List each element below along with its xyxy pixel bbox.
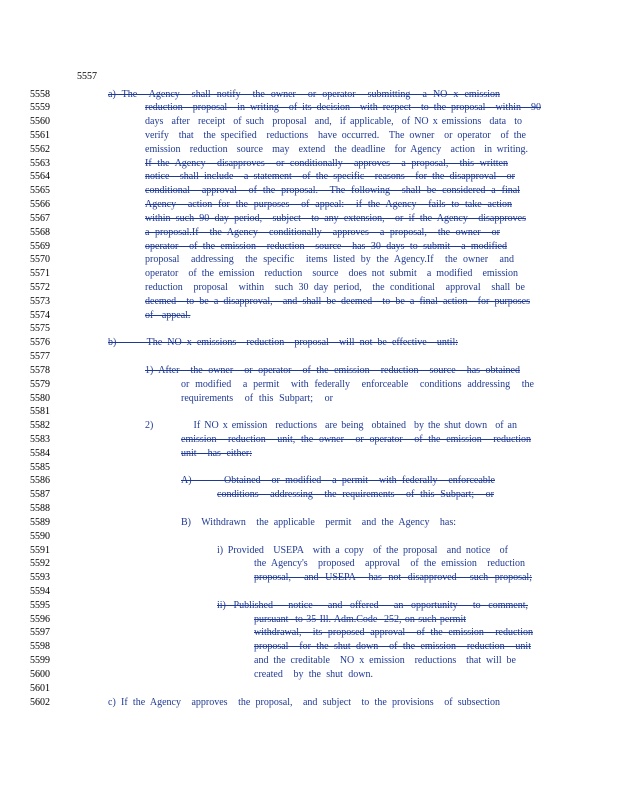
- line-number: 5599: [30, 655, 50, 667]
- line-number: 5558: [30, 88, 50, 100]
- line-number: 5591: [30, 544, 50, 556]
- line-number: 5592: [30, 558, 50, 570]
- text-line: notice shall include a statement of the specific reasons for the disapproval or: [145, 171, 515, 183]
- line-number: 5576: [30, 337, 50, 349]
- line-number: 5577: [30, 351, 50, 363]
- line-number: 5585: [30, 461, 50, 473]
- line-number: 5586: [30, 475, 50, 487]
- line-number: 5597: [30, 627, 50, 639]
- line-number: 5575: [30, 323, 50, 335]
- line-number: 5593: [30, 572, 50, 584]
- line-number: 5580: [30, 392, 50, 404]
- text-line: 1) After the owner or operator of the emission reduction source has obtained: [145, 364, 520, 376]
- line-number: 5601: [30, 682, 50, 694]
- line-number: 5568: [30, 226, 50, 238]
- line-number: 5571: [30, 268, 50, 280]
- text-line: operator of the emission reduction source does not submit a modified emission: [145, 268, 518, 280]
- line-number: 5598: [30, 641, 50, 653]
- text-line: proposal, and USEPA has not disapproved such proposal;: [254, 572, 532, 584]
- text-line: created by the shut down.: [254, 668, 373, 680]
- text-line: proposal for the shut down of the emission reduction unit: [254, 641, 531, 653]
- line-number: 5559: [30, 102, 50, 114]
- text-line: or modified a permit with federally enforceable conditions addressing the: [181, 378, 534, 390]
- line-number: 5581: [30, 406, 50, 418]
- text-line: verify that the specified reductions have occurred. The owner or operator of the: [145, 129, 526, 141]
- line-number: 5600: [30, 668, 50, 680]
- text-line: a) The Agency shall notify the owner or operator submitting a NO x emission: [108, 88, 500, 100]
- line-number: 5587: [30, 489, 50, 501]
- line-number: 5583: [30, 434, 50, 445]
- text-line: emission reduction unit, the owner or operator of the emission reduction: [181, 434, 531, 445]
- text-line: operator of the emission reduction source has 30 days to submit a modified: [145, 240, 507, 252]
- text-line: reduction proposal in writing of its decision with respect to the proposal within 90: [145, 102, 541, 114]
- text-line: unit has either:: [181, 447, 252, 459]
- line-number: 5574: [30, 309, 50, 321]
- line-number: 5570: [30, 254, 50, 266]
- text-line: the Agency's proposed approval of the emission reduction: [254, 558, 525, 570]
- text-line: c) If the Agency approves the proposal, and subject to the provisions of subsection: [108, 696, 500, 708]
- text-line: b) The NO x emissions reduction proposal will not be effective until:: [108, 337, 458, 349]
- text-line: a proposal.If the Agency conditionally approves a proposal, the owner or: [145, 226, 500, 238]
- text-line: and the creditable NO x emission reductions that will be: [254, 655, 516, 667]
- text-line: withdrawal, its proposed approval of the emission reduction: [254, 627, 533, 639]
- text-line: B) Withdrawn the applicable permit and the Agency has:: [181, 516, 456, 528]
- text-line: pursuant to 35 Ill. Adm.Code 252, on such permit: [254, 613, 466, 625]
- text-line: deemed to be a disapproval, and shall be deemed to be a final action for purposes: [145, 295, 530, 307]
- line-number: 5578: [30, 364, 50, 376]
- line-number: 5561: [30, 129, 50, 141]
- line-number: 5562: [30, 143, 50, 155]
- line-number: 5564: [30, 171, 50, 183]
- line-number: 5566: [30, 199, 50, 211]
- text-line: within such 90 day period, subject to any extension, or if the Agency disapproves: [145, 212, 526, 224]
- text-line: of appeal.: [145, 309, 191, 321]
- line-number: 5596: [30, 613, 50, 625]
- page-number: 5557: [77, 71, 97, 82]
- text-line: If the Agency disapproves or conditionally approves a proposal, this written: [145, 157, 508, 169]
- line-number: 5602: [30, 696, 50, 708]
- text-line: conditional approval of the proposal. The following shall be considered a final: [145, 185, 520, 197]
- line-number: 5572: [30, 281, 50, 293]
- text-line: emission reduction source may extend the deadline for Agency action in writing.: [145, 143, 528, 155]
- line-number: 5594: [30, 586, 50, 598]
- text-line: proposal addressing the specific items listed by the Agency.If the owner and: [145, 254, 514, 266]
- text-line: requirements of this Subpart; or: [181, 392, 333, 404]
- text-line: conditions addressing the requirements of this Subpart; or: [217, 489, 494, 501]
- line-number: 5595: [30, 599, 50, 611]
- text-line: 2) If NO x emission reductions are being obtained by the shut down of an: [145, 420, 517, 432]
- line-number: 5589: [30, 516, 50, 528]
- text-line: Agency action for the purposes of appeal: if the Agency fails to take action: [145, 199, 512, 211]
- line-number: 5582: [30, 420, 50, 432]
- text-line: ii) Published notice and offered an opportunity to comment,: [217, 599, 528, 611]
- line-number: 5569: [30, 240, 50, 252]
- text-line: reduction proposal within such 30 day period, the conditional approval shall be: [145, 281, 525, 293]
- text-line: A) Obtained or modified a permit with federally enforceable: [181, 475, 495, 487]
- line-number: 5560: [30, 116, 50, 128]
- line-number: 5573: [30, 295, 50, 307]
- line-number: 5590: [30, 530, 50, 542]
- line-number: 5584: [30, 447, 50, 459]
- line-number: 5563: [30, 157, 50, 169]
- line-number: 5579: [30, 378, 50, 390]
- line-number: 5565: [30, 185, 50, 197]
- text-line: days after receipt of such proposal and, if applicable, of NO x emissions data to: [145, 116, 522, 128]
- text-line: i) Provided USEPA with a copy of the proposal and notice of: [217, 544, 508, 556]
- line-number: 5567: [30, 212, 50, 224]
- line-number: 5588: [30, 503, 50, 515]
